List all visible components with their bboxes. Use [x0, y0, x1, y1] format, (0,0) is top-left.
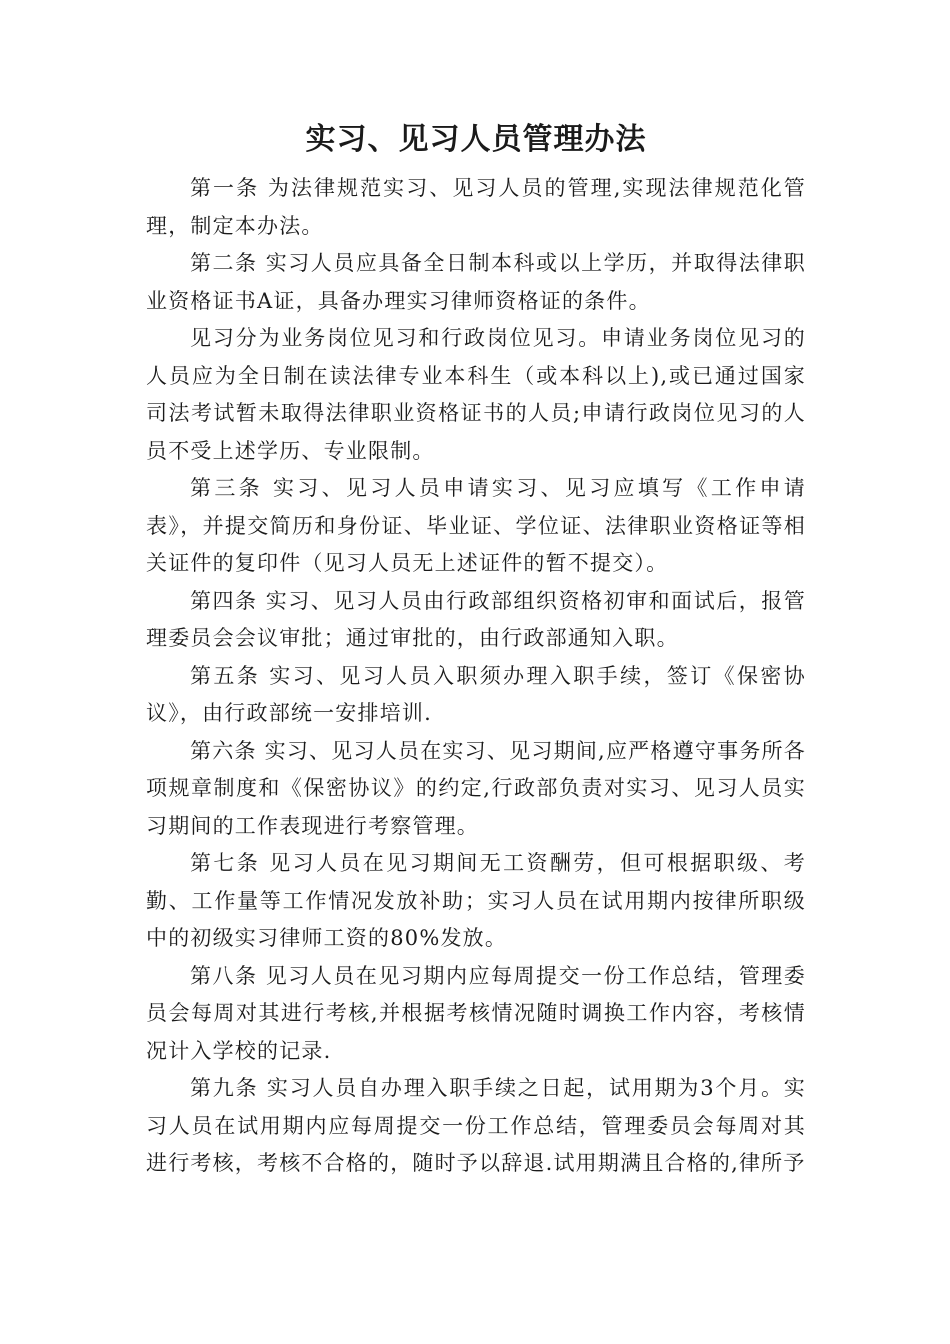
article-5: 第五条 实习、见习人员入职须办理入职手续，签订《保密协议》，由行政部统一安排培训. — [146, 663, 806, 725]
article-3: 第三条 实习、见习人员申请实习、见习应填写《工作申请表》，并提交简历和身份证、毕业证、学位证、法律职业资格证等相关证件的复印件（见习人员无上述证件的暂不提交）。 — [146, 476, 806, 575]
article-6: 第六条 实习、见习人员在实习、见习期间,应严格遵守事务所各项规章制度和《保密协议》的约定,行政部负责对实习、见习人员实习期间的工作表现进行考察管理。 — [146, 738, 806, 838]
article-2: 第二条 实习人员应具备全日制本科或以上学历，并取得法律职业资格证书A证，具备办理实习律师资格证的条件。 — [146, 251, 806, 313]
document-page — [146, 116, 806, 1183]
article-2-trainee-clause: 见习分为业务岗位见习和行政岗位见习。申请业务岗位见习的人员应为全日制在读法律专业本科生（或本科以上),或已通过国家司法考试暂未取得法律职业资格证书的人员;申请行政岗位见习的人员不受上述学历、专业限制。 — [146, 326, 806, 463]
article-7: 第七条 见习人员在见习期间无工资酬劳，但可根据职级、考勤、工作量等工作情况发放补助；实习人员在试用期内按律所职级中的初级实习律师工资的80%发放。 — [146, 851, 806, 950]
article-8: 第八条 见习人员在见习期内应每周提交一份工作总结，管理委员会每周对其进行考核,并根据考核情况随时调换工作内容，考核情况计入学校的记录. — [146, 963, 806, 1063]
article-4: 第四条 实习、见习人员由行政部组织资格初审和面试后，报管理委员会会议审批；通过审批的，由行政部通知入职。 — [146, 588, 806, 650]
article-9: 第九条 实习人员自办理入职手续之日起，试用期为3个月。实习人员在试用期内应每周提交一份工作总结，管理委员会每周对其进行考核，考核不合格的，随时予以辞退.试用期满且合格的,律所予 — [146, 1076, 806, 1175]
article-1: 第一条 为法律规范实习、见习人员的管理,实现法律规范化管理，制定本办法。 — [146, 176, 806, 238]
document-title: 实习、见习人员管理办法 — [305, 122, 647, 157]
